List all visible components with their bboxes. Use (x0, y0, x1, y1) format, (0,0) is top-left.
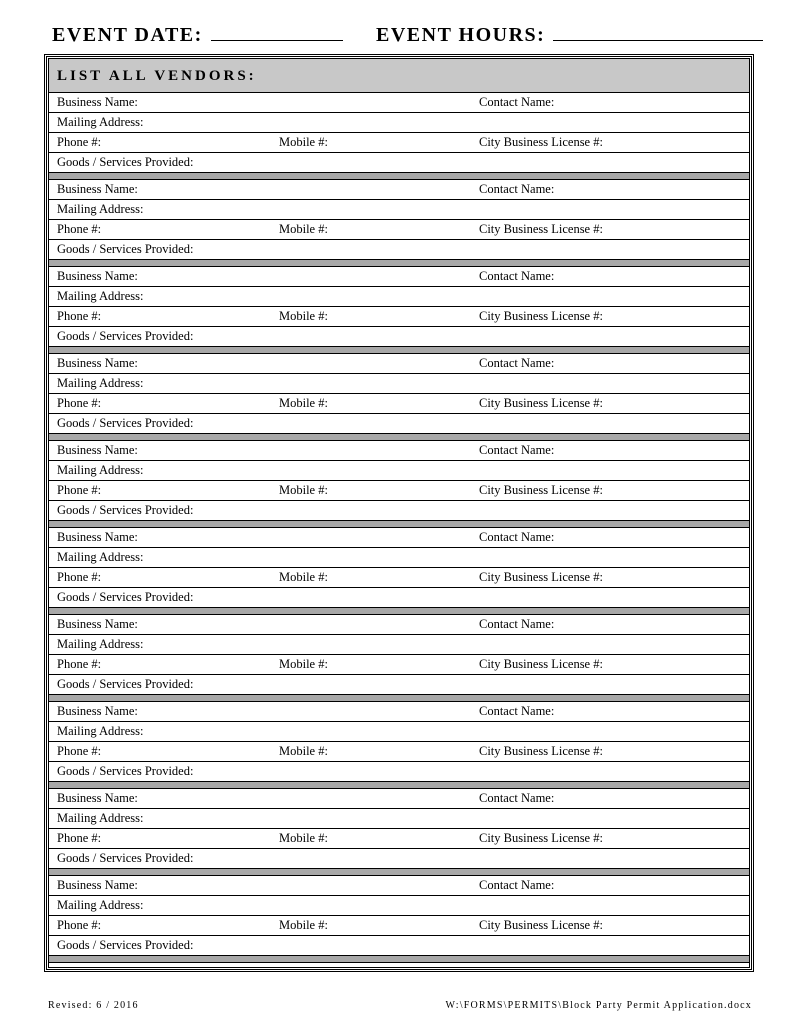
vendor-row-goods[interactable] (49, 327, 749, 347)
vendor-separator (49, 521, 749, 528)
vendor-row-business[interactable] (49, 180, 749, 200)
vendor-separator (49, 956, 749, 963)
vendor-row-phone[interactable] (49, 829, 749, 849)
city-license-label: City Business License #: (479, 396, 603, 410)
vendor-block (49, 876, 749, 963)
mailing-address-label: Mailing Address: (57, 376, 144, 390)
mobile-label: Mobile #: (279, 135, 328, 149)
event-date-field[interactable] (52, 22, 343, 47)
contact-name-label: Contact Name: (479, 182, 555, 196)
contact-name-label: Contact Name: (479, 443, 555, 457)
goods-services-label: Goods / Services Provided: (57, 851, 194, 865)
city-license-label: City Business License #: (479, 483, 603, 497)
business-name-label: Business Name: (57, 182, 138, 196)
goods-services-label: Goods / Services Provided: (57, 329, 194, 343)
vendor-block (49, 528, 749, 615)
phone-label: Phone #: (57, 483, 102, 497)
business-name-label: Business Name: (57, 878, 138, 892)
vendors-table (48, 58, 750, 968)
business-name-label: Business Name: (57, 443, 138, 457)
vendor-separator (49, 695, 749, 702)
vendor-row-address[interactable] (49, 896, 749, 916)
vendor-row-goods[interactable] (49, 675, 749, 695)
event-hours-label: EVENT HOURS: (376, 24, 546, 46)
vendor-row-goods[interactable] (49, 936, 749, 956)
vendor-separator (49, 347, 749, 354)
mobile-label: Mobile #: (279, 222, 328, 236)
vendor-block (49, 789, 749, 876)
goods-services-label: Goods / Services Provided: (57, 416, 194, 430)
vendor-row-business[interactable] (49, 93, 749, 113)
phone-label: Phone #: (57, 222, 102, 236)
mailing-address-label: Mailing Address: (57, 463, 144, 477)
mailing-address-label: Mailing Address: (57, 637, 144, 651)
city-license-label: City Business License #: (479, 744, 603, 758)
vendor-row-business[interactable] (49, 789, 749, 809)
contact-name-label: Contact Name: (479, 791, 555, 805)
vendor-block (49, 180, 749, 267)
vendor-block (49, 702, 749, 789)
vendor-row-address[interactable] (49, 200, 749, 220)
section-title: LIST ALL VENDORS: (49, 59, 749, 93)
contact-name-label: Contact Name: (479, 269, 555, 283)
vendor-row-phone[interactable] (49, 568, 749, 588)
vendor-row-address[interactable] (49, 635, 749, 655)
city-license-label: City Business License #: (479, 657, 603, 671)
vendor-block (49, 354, 749, 441)
contact-name-label: Contact Name: (479, 95, 555, 109)
vendor-row-goods[interactable] (49, 240, 749, 260)
vendor-row-goods[interactable] (49, 414, 749, 434)
mobile-label: Mobile #: (279, 309, 328, 323)
phone-label: Phone #: (57, 657, 102, 671)
vendor-row-address[interactable] (49, 113, 749, 133)
vendor-separator (49, 173, 749, 180)
mailing-address-label: Mailing Address: (57, 115, 144, 129)
vendor-row-phone[interactable] (49, 133, 749, 153)
contact-name-label: Contact Name: (479, 704, 555, 718)
event-date-blank[interactable] (211, 22, 343, 41)
vendor-row-address[interactable] (49, 374, 749, 394)
vendor-row-business[interactable] (49, 441, 749, 461)
city-license-label: City Business License #: (479, 222, 603, 236)
business-name-label: Business Name: (57, 530, 138, 544)
vendor-row-phone[interactable] (49, 307, 749, 327)
mailing-address-label: Mailing Address: (57, 202, 144, 216)
vendor-row-phone[interactable] (49, 220, 749, 240)
form-header (52, 22, 760, 50)
city-license-label: City Business License #: (479, 309, 603, 323)
event-date-label: EVENT DATE: (52, 24, 203, 46)
business-name-label: Business Name: (57, 704, 138, 718)
event-hours-field[interactable] (376, 22, 763, 47)
goods-services-label: Goods / Services Provided: (57, 938, 194, 952)
phone-label: Phone #: (57, 396, 102, 410)
footer-revised: Revised: 6 / 2016 (48, 1000, 139, 1011)
vendor-row-business[interactable] (49, 615, 749, 635)
vendor-row-phone[interactable] (49, 916, 749, 936)
business-name-label: Business Name: (57, 791, 138, 805)
vendor-separator (49, 869, 749, 876)
footer-path: W:\FORMS\PERMITS\Block Party Permit Application.docx (445, 1000, 752, 1011)
mobile-label: Mobile #: (279, 657, 328, 671)
vendor-row-phone[interactable] (49, 481, 749, 501)
goods-services-label: Goods / Services Provided: (57, 677, 194, 691)
vendor-row-goods[interactable] (49, 501, 749, 521)
mobile-label: Mobile #: (279, 744, 328, 758)
vendor-block (49, 441, 749, 528)
phone-label: Phone #: (57, 570, 102, 584)
goods-services-label: Goods / Services Provided: (57, 155, 194, 169)
phone-label: Phone #: (57, 831, 102, 845)
vendor-row-address[interactable] (49, 287, 749, 307)
mobile-label: Mobile #: (279, 483, 328, 497)
vendor-row-business[interactable] (49, 528, 749, 548)
vendor-separator (49, 782, 749, 789)
contact-name-label: Contact Name: (479, 878, 555, 892)
vendor-block (49, 267, 749, 354)
contact-name-label: Contact Name: (479, 617, 555, 631)
phone-label: Phone #: (57, 918, 102, 932)
vendor-row-goods[interactable] (49, 588, 749, 608)
business-name-label: Business Name: (57, 95, 138, 109)
goods-services-label: Goods / Services Provided: (57, 503, 194, 517)
vendor-separator (49, 608, 749, 615)
vendor-row-phone[interactable] (49, 655, 749, 675)
business-name-label: Business Name: (57, 356, 138, 370)
vendor-row-address[interactable] (49, 722, 749, 742)
vendor-row-address[interactable] (49, 461, 749, 481)
mailing-address-label: Mailing Address: (57, 811, 144, 825)
contact-name-label: Contact Name: (479, 530, 555, 544)
vendor-separator (49, 434, 749, 441)
mailing-address-label: Mailing Address: (57, 289, 144, 303)
vendor-row-goods[interactable] (49, 849, 749, 869)
vendor-row-business[interactable] (49, 702, 749, 722)
city-license-label: City Business License #: (479, 135, 603, 149)
vendor-row-phone[interactable] (49, 394, 749, 414)
vendor-row-goods[interactable] (49, 762, 749, 782)
goods-services-label: Goods / Services Provided: (57, 590, 194, 604)
city-license-label: City Business License #: (479, 570, 603, 584)
mailing-address-label: Mailing Address: (57, 550, 144, 564)
vendor-row-business[interactable] (49, 267, 749, 287)
mobile-label: Mobile #: (279, 918, 328, 932)
business-name-label: Business Name: (57, 617, 138, 631)
vendor-row-goods[interactable] (49, 153, 749, 173)
vendor-block (49, 93, 749, 180)
mobile-label: Mobile #: (279, 831, 328, 845)
goods-services-label: Goods / Services Provided: (57, 242, 194, 256)
vendor-row-business[interactable] (49, 876, 749, 896)
vendor-row-address[interactable] (49, 809, 749, 829)
vendor-row-business[interactable] (49, 354, 749, 374)
business-name-label: Business Name: (57, 269, 138, 283)
vendors-frame (44, 54, 754, 972)
mobile-label: Mobile #: (279, 570, 328, 584)
phone-label: Phone #: (57, 744, 102, 758)
mobile-label: Mobile #: (279, 396, 328, 410)
city-license-label: City Business License #: (479, 918, 603, 932)
mailing-address-label: Mailing Address: (57, 724, 144, 738)
vendor-list (49, 93, 749, 963)
mailing-address-label: Mailing Address: (57, 898, 144, 912)
phone-label: Phone #: (57, 135, 102, 149)
goods-services-label: Goods / Services Provided: (57, 764, 194, 778)
vendor-row-address[interactable] (49, 548, 749, 568)
phone-label: Phone #: (57, 309, 102, 323)
vendor-block (49, 615, 749, 702)
event-hours-blank[interactable] (553, 22, 763, 41)
vendor-separator (49, 260, 749, 267)
city-license-label: City Business License #: (479, 831, 603, 845)
contact-name-label: Contact Name: (479, 356, 555, 370)
vendor-row-phone[interactable] (49, 742, 749, 762)
